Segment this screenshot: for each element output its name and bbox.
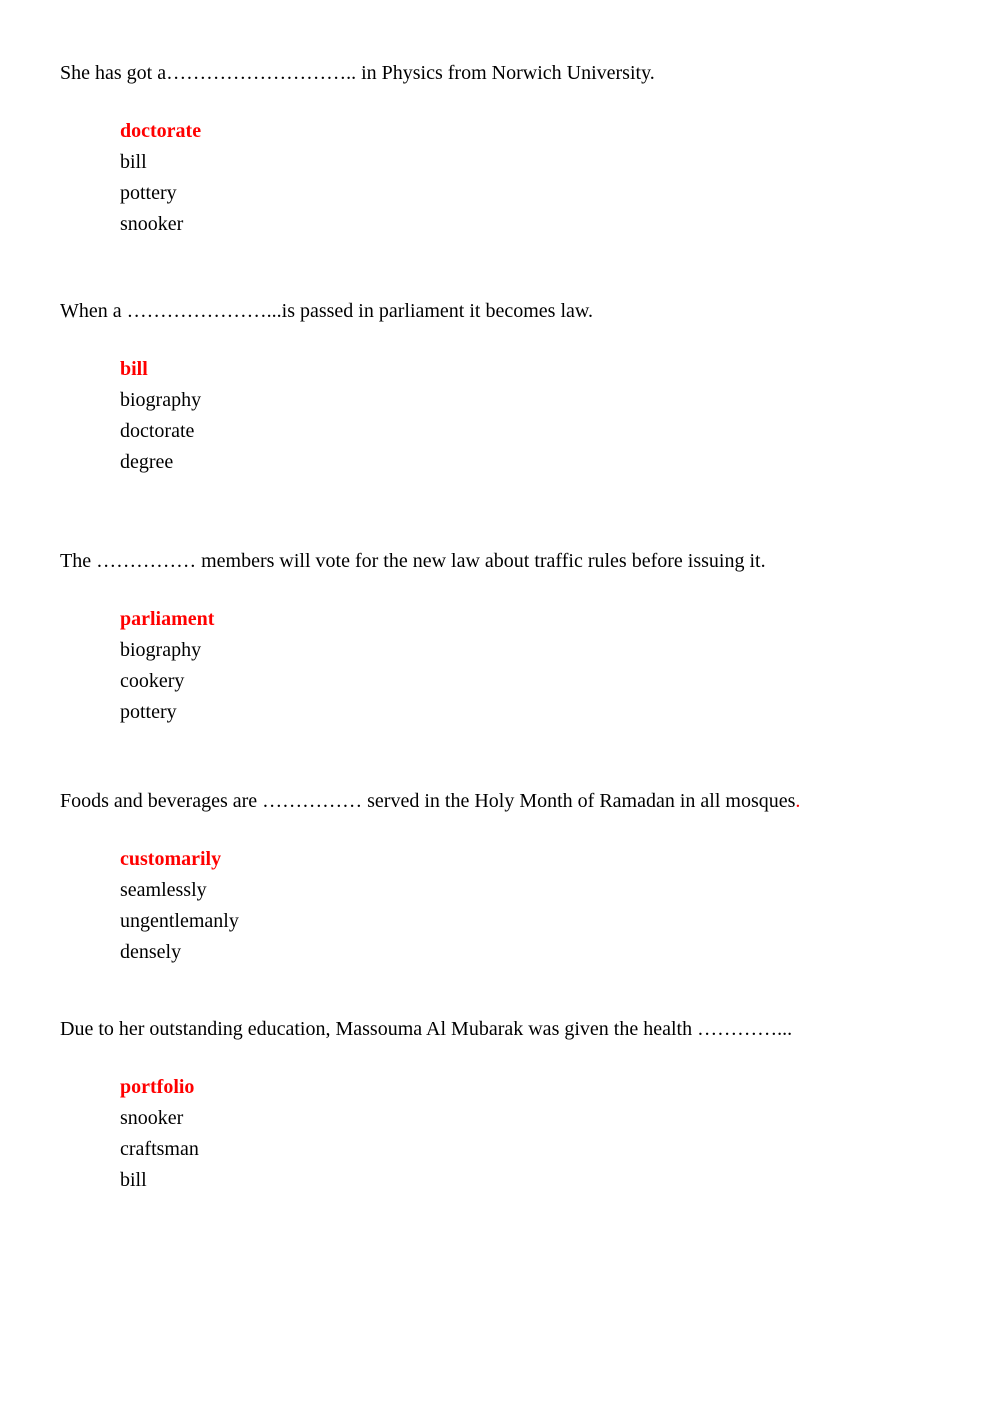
question-5-prompt-text: Due to her outstanding education, Massouma Al Mubarak was given the health …………... xyxy=(60,1018,793,1040)
question-2-option: biography xyxy=(120,389,202,411)
question-5-option-answer: portfolio xyxy=(120,1076,195,1098)
question-1 xyxy=(60,60,952,240)
question-1-option-answer: doctorate xyxy=(120,120,202,142)
question-3-options xyxy=(60,604,952,728)
question-4-prompt-suffix: . xyxy=(795,790,801,812)
question-2-prompt xyxy=(60,298,952,324)
question-3-prompt-text: The …………… members will vote for the new law about traffic rules before issuing it. xyxy=(60,550,766,572)
question-2 xyxy=(60,298,952,478)
question-5-option: bill xyxy=(120,1169,147,1191)
question-4-option: densely xyxy=(120,941,182,963)
question-2-prompt-text: When a …………………...is passed in parliament it becomes law. xyxy=(60,300,594,322)
question-1-prompt-text: She has got a……………………….. in Physics from Norwich University. xyxy=(60,62,655,84)
question-1-options xyxy=(60,116,952,240)
question-4-options xyxy=(60,844,952,968)
question-1-option: snooker xyxy=(120,213,184,235)
question-1-option: bill xyxy=(120,151,147,173)
question-3 xyxy=(60,548,952,728)
question-3-option: biography xyxy=(120,639,202,661)
question-3-option-answer: parliament xyxy=(120,608,215,630)
question-5-option: snooker xyxy=(120,1107,184,1129)
question-2-option-answer: bill xyxy=(120,358,148,380)
question-4-option: ungentlemanly xyxy=(120,910,239,932)
question-1-prompt xyxy=(60,60,952,86)
question-2-options xyxy=(60,354,952,478)
question-5-option: craftsman xyxy=(120,1138,199,1160)
question-3-option: cookery xyxy=(120,670,185,692)
question-5-prompt xyxy=(60,1016,952,1042)
question-5-options xyxy=(60,1072,952,1196)
question-4 xyxy=(60,788,952,968)
question-5 xyxy=(60,1016,952,1196)
question-1-option: pottery xyxy=(120,182,177,204)
question-4-prompt-text: Foods and beverages are …………… served in the Holy Month of Ramadan in all mosques xyxy=(60,790,796,812)
question-3-prompt xyxy=(60,548,952,574)
question-4-option: seamlessly xyxy=(120,879,207,901)
question-2-option: degree xyxy=(120,451,174,473)
question-2-option: doctorate xyxy=(120,420,195,442)
question-4-option-answer: customarily xyxy=(120,848,222,870)
question-4-prompt xyxy=(60,788,952,814)
question-3-option: pottery xyxy=(120,701,177,723)
